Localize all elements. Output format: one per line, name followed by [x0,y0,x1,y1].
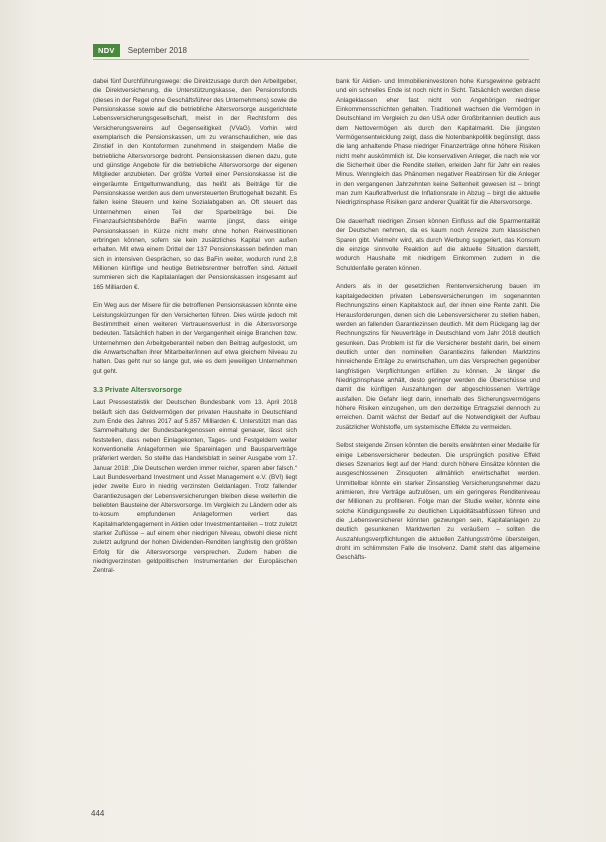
left-column [93,77,297,797]
body-paragraph: Selbst steigende Zinsen könnten die bereits erwähnten einer Medaille für einige Lebensversicherer bedeuten. Die ursprünglich positive Effekt dieses Szenarios liegt auf der Hand: durch höhere Einsätze könnten die ausgeschlossenen Zinsquoten allmählich erwirtschaftet werden. Unmittelbar könnte ein starker Zinsanstieg Versicherungsnehmer dazu animieren, ihre Verträge aufzulösen, um ein geringeres Renditeniveau der Millionen zu profitieren. Folge man der Studie weiter, könnte eine solche Kündigungswelle zu deutlichen Liquiditätsabflüssen führen und die „Lebensversicherer könnten gezwungen sein, Kapitalanlagen zu deutlich gesunkenen Marktwerten zu veräußern – sollten die Auszahlungsverpflichtungen die aktuellen Zahlungsströme übersteigen, droht im schlimmsten Falle die Insolvenz. Damit steht das allgemeine Geschäfts- [336,442,540,562]
body-paragraph: Anders als in der gesetzlichen Rentenversicherung bauen im kapitalgedeckten privaten Lebensversicherungen im sogenannten Rechnungszins einen Kapitalstock auf, der ihnen eine Rente zahlt. Die Herausforderungen, denen sich die Lebensversicherer zu stellen haben, werden an fallenden Garantiezinsen deutlich. Mit dem Rückgang lag der Rechnungszins für Neuverträge in Deutschland vom Jahr 2018 deutlich gesunken. Das Problem ist für die Versicherer besteht darin, bei einem deutlich unter den nominellen Garantiezins fallenden Marktzins hinreichende Erträge zu erwirtschaften, um das Versprechen gegenüber langfristigen Verpflichtungen erfüllen zu können. Je länger die Niedrigzinsphase anhält, desto geringer werden die Überschüsse und damit die künftigen Auszahlungen der abgeschlossenen Verträge ausfallen. Die Gefahr liegt darin, innerhalb des Sicherungsvermögens höhere Risiken einzugehen, um den derzeitige Ertragsziel dennoch zu erreichen. Damit wächst der Bedarf auf die Notwendigkeit der Aufbau zusätzlicher Wohlstoffe, um systemische Effekte zu vermeiden. [336,283,540,431]
body-paragraph: Ein Weg aus der Misere für die betroffenen Pensionskassen könnte eine Leistungskürzungen für den Versicherten führen. Dies würde jedoch mit Bestimmtheit einen weiteren Vertrauensverlust in die Altersvorsorge bedeuten. Tatsächlich haben in der Vergangenheit einige Branchen bzw. Unternehmen den Arbeitgeberanteil neben den Beitrag aufgestockt, um die Anwartschaften ihrer Mitarbeiter/innen auf etwa gleichem Niveau zu halten. Das geht nur so lange gut, wie es dem jeweiligen Unternehmen gut geht. [93,302,297,375]
section-heading: 3.3 Private Altersvorsorge [93,385,182,395]
body-paragraph: bank für Aktien- und Immobilieninvestoren hohe Kursgewinne gebracht und ein schnelles Ende ist noch nicht in Sicht. Tatsächlich werden diese Anlageklassen eher fast nicht von Angehörigen niedriger Einkommensschichten gehalten. Traditionell wachsen die Vermögen in Deutschland im Vergleich zu den USA oder Großbritannien deutlich aus dem Nettovermögen als durch den Kapitalmarkt. Die jüngsten Vermögensentwicklung zeigt, dass die Notenbankpolitik begünstigt, dass die lang anhaltende Phase niedriger Finanzerträge ohne höhere Risiken nicht mehr auskömmlich ist. Die konservativen Anleger, die nach wie vor die Sicherheit über die Rendite stellen, erleiden Jahr für Jahr ein reales Minus. Wenngleich das Phänomen negativer Realzinsen für die Anleger in den vergangenen Jahrzehnten keine Seltenheit gewesen ist – bringt man zum Kaufkraftverlust die Inflationsrate in Abzug – birgt die aktuelle Niedrigzinsphase Risiken ganz anderer Qualität für die Altersvorsorge. [336,78,540,207]
journal-badge: NDV [93,44,120,57]
body-paragraph: Die dauerhaft niedrigen Zinsen können Einfluss auf die Sparmentalität der Deutschen nehmen, da es kaum noch Anreize zum klassischen Sparen gibt. Vielmehr wird, als durch Werbung suggeriert, das Konsum die einzige sinnvolle Reaktion auf die aktuelle Situation darstellt, wodurch Haushalte mit niedrigem Einkommen zudem in die Schuldenfalle geraten können. [336,218,540,272]
body-paragraph: dabei fünf Durchführungswege: die Direktzusage durch den Arbeitgeber, die Direktversicherung, die Unterstützungskasse, den Pensionsfonds (dieses in der Regel ohne Geschäftsführer des Unternehmens) sowie die Pensionskasse sowie auf die betriebliche Altersvorsorge ausgerichtete Lebensversicherungsgesellschaft, meist in der Rechtsform des Versicherungsvereins auf Gegenseitigkeit (VVaG). Vorhin wird exemplarisch die Pensionskassen, um zu veranschaulichen, wie das Zinstief in den Kontoformen zunehmend in steigendem Maße die betriebliche Altersvorsorge bedroht. Pensionskassen dienen dazu, gute und günstige Angebote für die betriebliche Altersvorsorge der eigenen Mitglieder anzubieten. Der größte Vorteil einer Pensionskasse ist die eingeräumte Entgeltumwandlung, das heißt als Beiträge für die Pensionskasse werden aus dem unversteuerten Bruttogehalt bezahlt. Es fallen keine Steuern und keine Sozialabgaben an. Oft steuert das Unternehmen einen Teil der Sparbeiträge bei. Die Finanzaufsichtsbehörde BaFin warnte jüngst, dass einige Pensionskassen in Kürze nicht mehr ohne hohen Reinvestitionen erbringen können, sofern sie kein zusätzliches Kapital von außen erhalten. Mit etwa einem Drittel der 137 Pensionskassen befinden man sich in intensiven Gesprächen, so das BaFin weiter, wodurch rund 2,8 Millionen künftige und heutige Betriebsrentner betroffen sind. Aktuell summieren sich die Kapitalanlagen der Pensionskassen insgesamt auf 165 Milliarden €. [93,78,297,291]
right-column [336,77,540,797]
header-rule [93,59,529,60]
running-header [93,43,187,57]
page-number: 444 [91,809,105,818]
issue-date: September 2018 [127,45,187,55]
body-paragraph: Laut Pressestatistik der Deutschen Bundesbank vom 13. April 2018 beläuft sich das Geldvermögen der privaten Haushalte in Deutschland zum Ende des Jahres 2017 auf 5.857 Milliarden €. Unterstützt man das Sammelhaltung der Bundesbankgenossen einmal genauer, lässt sich feststellen, dass neben Einlagekonten, Tages- und Festgeldern weiter konventionelle Anlageformen wie Spareinlagen und Bausparverträge präferiert werden. So stellte das Handelsblatt in seiner Ausgabe vom 17. Januar 2018: „Die Deutschen werden immer reicher, sparen aber falsch.“ Laut Bundesverband Investment und Asset Management e.V. (BVI) liegt jeder zweite Euro in niedrig verzinsten Geldanlagen. Trotz fallender Garantiezusagen der Lebensversicherungen bleiben diese weiterhin die beliebten Bausteine der Altersvorsorge. Im Vergleich zu Ländern oder als to-kosum empfundenen Anlageformen verliert das Kapitalmarktengagement in Aktien oder Investmentanteilen – trotz zuletzt starker Zuflüsse – auf einem eher niedrigen Niveau, obwohl diese nicht zuletzt aufgrund der hohen Dividenden-Renditen langfristig den größten Erfolg für die Altersvorsorge versprechen. Zudem haben die niedrigverzinsten geldpolitischen Instrumentarien der Europäischen Zentral- [93,399,297,575]
